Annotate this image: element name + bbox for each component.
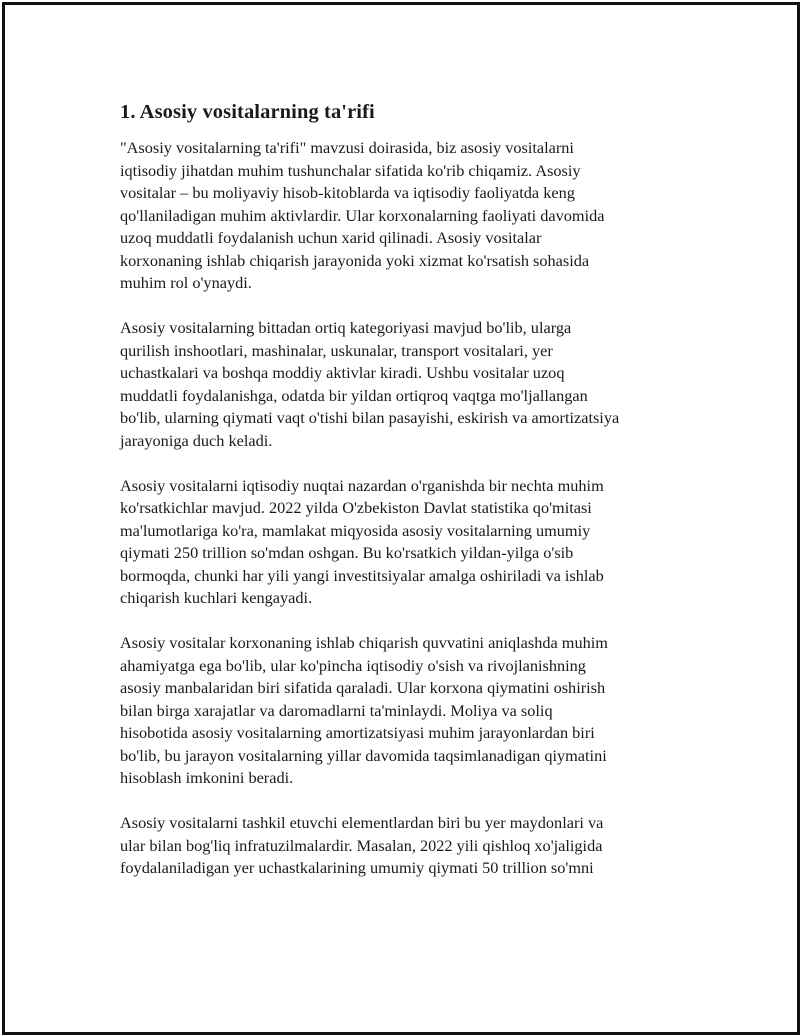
text-line: ahamiyatga ega bo'lib, ular ko'pincha iqtisodiy o'sish va rivojlanishning xyxy=(120,655,586,675)
text-line: muddatli foydalanishga, odatda bir yildan ortiqroq vaqtga mo'ljallangan xyxy=(120,385,588,405)
text-line: asosiy manbalaridan biri sifatida qaraladi. Ular korxona qiymatini oshirish xyxy=(120,678,606,697)
paragraph-5 xyxy=(120,812,700,880)
paragraph-3 xyxy=(120,475,700,610)
paragraph-2 xyxy=(120,317,700,452)
document-body xyxy=(120,99,700,902)
text-line: qurilish inshootlari, mashinalar, uskunalar, transport vositalari, yer xyxy=(120,340,553,360)
text-line: chiqarish kuchlari kengayadi. xyxy=(120,588,313,607)
text-line: bilan birga xarajatlar va daromadlarni ta'minlaydi. Moliya va soliq xyxy=(120,700,553,720)
text-line: vositalar – bu moliyaviy hisob-kitoblarda va iqtisodiy faoliyatda keng xyxy=(120,183,575,202)
page-frame xyxy=(2,2,800,1035)
text-line: qo'llaniladigan muhim aktivlardir. Ular korxonalarning faoliyati davomida xyxy=(120,205,605,225)
text-line: iqtisodiy jihatdan muhim tushunchalar sifatida ko'rib chiqamiz. Asosiy xyxy=(120,160,581,180)
text-line: qiymati 250 trillion so'mdan oshgan. Bu ko'rsatkich yildan-yilga o'sib xyxy=(120,543,574,562)
text-line: Asosiy vositalarni iqtisodiy nuqtai nazardan o'rganishda bir nechta muhim xyxy=(120,475,604,495)
text-line: bo'lib, ularning qiymati vaqt o'tishi bilan pasayishi, eskirish va amortizatsiya xyxy=(120,408,620,427)
text-line: Asosiy vositalarni tashkil etuvchi elementlardan biri bu yer maydonlari va xyxy=(120,813,604,832)
text-line: korxonaning ishlab chiqarish jarayonida yoki xizmat ko'rsatish sohasida xyxy=(120,250,590,270)
text-line: hisobotida asosiy vositalarning amortizatsiyasi muhim jarayonlardan biri xyxy=(120,723,595,742)
text-line: Asosiy vositalarning bittadan ortiq kategoriyasi mavjud bo'lib, ularga xyxy=(120,318,572,337)
text-line: ma'lumotlariga ko'ra, mamlakat miqyosida asosiy vositalarning umumiy xyxy=(120,520,591,540)
paragraph-1 xyxy=(120,137,700,295)
text-line: ular bilan bog'liq infratuzilmalardir. Masalan, 2022 yili qishloq xo'jaligida xyxy=(120,835,603,855)
section-heading: 1. Asosiy vositalarning ta'rifi xyxy=(120,101,375,123)
text-line: bo'lib, bu jarayon vositalarning yillar davomida taqsimlanadigan qiymatini xyxy=(120,745,607,765)
text-line: muhim rol o'ynaydi. xyxy=(120,273,252,292)
text-line: ko'rsatkichlar mavjud. 2022 yilda O'zbekiston Davlat statistika qo'mitasi xyxy=(120,498,592,517)
text-line: hisoblash imkonini beradi. xyxy=(120,768,294,787)
paragraph-4 xyxy=(120,632,700,790)
text-line: uzoq muddatli foydalanish uchun xarid qilinadi. Asosiy vositalar xyxy=(120,228,542,247)
text-line: foydalaniladigan yer uchastkalarining umumiy qiymati 50 trillion so'mni xyxy=(120,858,594,877)
text-line: uchastkalari va boshqa moddiy aktivlar kiradi. Ushbu vositalar uzoq xyxy=(120,363,565,382)
text-line: jarayoniga duch keladi. xyxy=(120,430,273,450)
text-line: bormoqda, chunki har yili yangi investitsiyalar amalga oshiriladi va ishlab xyxy=(120,565,604,585)
text-line: "Asosiy vositalarning ta'rifi" mavzusi doirasida, biz asosiy vositalarni xyxy=(120,138,574,157)
text-line: Asosiy vositalar korxonaning ishlab chiqarish quvvatini aniqlashda muhim xyxy=(120,633,608,652)
